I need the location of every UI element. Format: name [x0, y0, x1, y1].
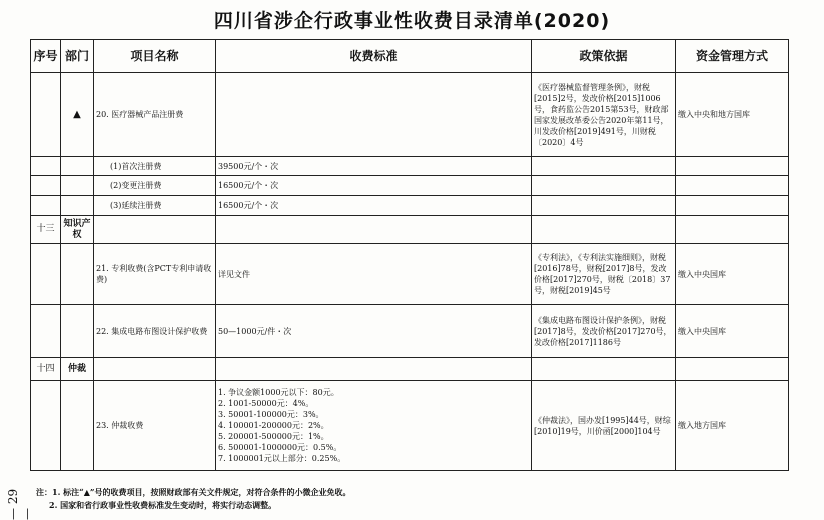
cell-fund: [676, 157, 789, 176]
fee-table: [30, 39, 789, 471]
table-row: [31, 196, 789, 216]
header-fund: 资金管理方式: [676, 40, 789, 73]
cell-seq: [31, 73, 61, 157]
header-standard: 收费标准: [216, 40, 532, 73]
cell-fund: [676, 176, 789, 196]
cell-standard: [216, 216, 532, 244]
cell-standard: [216, 73, 532, 157]
cell-standard: 1. 争议金额1000元以下：80元。 2. 1001-50000元：4%。 3. 50001-100000元：3%。 4. 100001-200000元：2%。 5. 200001-500000元：1%。 6. 500001-1000000元：0.5%。 7. 1000001元以上部分：0.25%。: [216, 381, 532, 471]
cell-item: [94, 216, 216, 244]
page-title: 四川省涉企行政事业性收费目录清单(2020): [213, 10, 611, 32]
cell-dept: [61, 244, 94, 305]
cell-dept: [61, 176, 94, 196]
table-row: [31, 73, 789, 157]
table-row: [31, 244, 789, 305]
cell-item: (2)变更注册费: [94, 176, 216, 196]
cell-standard: 16500元/个・次: [216, 196, 532, 216]
footnotes: [36, 486, 796, 512]
cell-dept: 仲裁: [61, 358, 94, 381]
cell-standard: 39500元/个・次: [216, 157, 532, 176]
cell-item: 22. 集成电路布图设计保护收费: [94, 305, 216, 358]
cell-item: 20. 医疗器械产品注册费: [94, 73, 216, 157]
cell-item: (1)首次注册费: [94, 157, 216, 176]
cell-basis: 《医疗器械监督管理条例》，财税[2015]2号，发改价格[2015]1006号，食药监公告2015第53号，财政部 国家发展改革委公告2020年第11号，川发改价格[2019]491号，川财税〔2020〕4号: [532, 73, 676, 157]
header-item: 项目名称: [94, 40, 216, 73]
page-number: — 29 —: [6, 488, 34, 520]
header-dept: 部门: [61, 40, 94, 73]
header-basis: 政策依据: [532, 40, 676, 73]
cell-fund: [676, 358, 789, 381]
cell-dept: [61, 157, 94, 176]
cell-seq: 十三: [31, 216, 61, 244]
cell-dept: [61, 305, 94, 358]
cell-fund: 缴入地方国库: [676, 381, 789, 471]
table-row: [31, 176, 789, 196]
table-row: [31, 305, 789, 358]
cell-item: [94, 358, 216, 381]
cell-dept: [61, 196, 94, 216]
cell-fund: 缴入中央国库: [676, 244, 789, 305]
cell-seq: [31, 157, 61, 176]
cell-fund: [676, 216, 789, 244]
cell-basis: [532, 157, 676, 176]
cell-seq: [31, 381, 61, 471]
cell-dept: [61, 381, 94, 471]
table-row-section: [31, 358, 789, 381]
cell-seq: [31, 244, 61, 305]
cell-basis: 《集成电路布图设计保护条例》，财税[2017]8号，发改价格[2017]270号，发改价格[2017]1186号: [532, 305, 676, 358]
cell-seq: 十四: [31, 358, 61, 381]
cell-fund: 缴入中央和地方国库: [676, 73, 789, 157]
cell-standard: [216, 358, 532, 381]
cell-dept: 知识产权: [61, 216, 94, 244]
cell-standard: 50—1000元/件・次: [216, 305, 532, 358]
cell-basis: 《专利法》，《专利法实施细则》，财税[2016]78号，财税[2017]8号，发改价格[2017]270号，财税〔2018〕37号，财税[2019]45号: [532, 244, 676, 305]
cell-standard: 详见文件: [216, 244, 532, 305]
cell-basis: [532, 176, 676, 196]
cell-basis: 《仲裁法》，国办发[1995]44号，财综[2010]19号，川价函[2000]104号: [532, 381, 676, 471]
cell-seq: [31, 196, 61, 216]
cell-fund: 缴入中央国库: [676, 305, 789, 358]
table-row-section: [31, 216, 789, 244]
cell-basis: [532, 216, 676, 244]
footnote-2: 2. 国家和省行政事业性收费标准发生变动时，将实行动态调整。: [49, 500, 277, 510]
cell-seq: [31, 176, 61, 196]
cell-seq: [31, 305, 61, 358]
cell-fund: [676, 196, 789, 216]
header-seq: 序号: [31, 40, 61, 73]
cell-basis: [532, 196, 676, 216]
footnote-1: 注：1. 标注“▲”号的收费项目，按照财政部有关文件规定，对符合条件的小微企业免收。: [36, 487, 351, 497]
table-header-row: [31, 40, 789, 73]
cell-standard: 16500元/个・次: [216, 176, 532, 196]
cell-basis: [532, 358, 676, 381]
table-row: [31, 157, 789, 176]
cell-item: 21. 专利收费(含PCT专利申请收费): [94, 244, 216, 305]
cell-dept: ▲: [61, 73, 94, 157]
cell-item: (3)延续注册费: [94, 196, 216, 216]
table-row: [31, 381, 789, 471]
cell-item: 23. 仲裁收费: [94, 381, 216, 471]
